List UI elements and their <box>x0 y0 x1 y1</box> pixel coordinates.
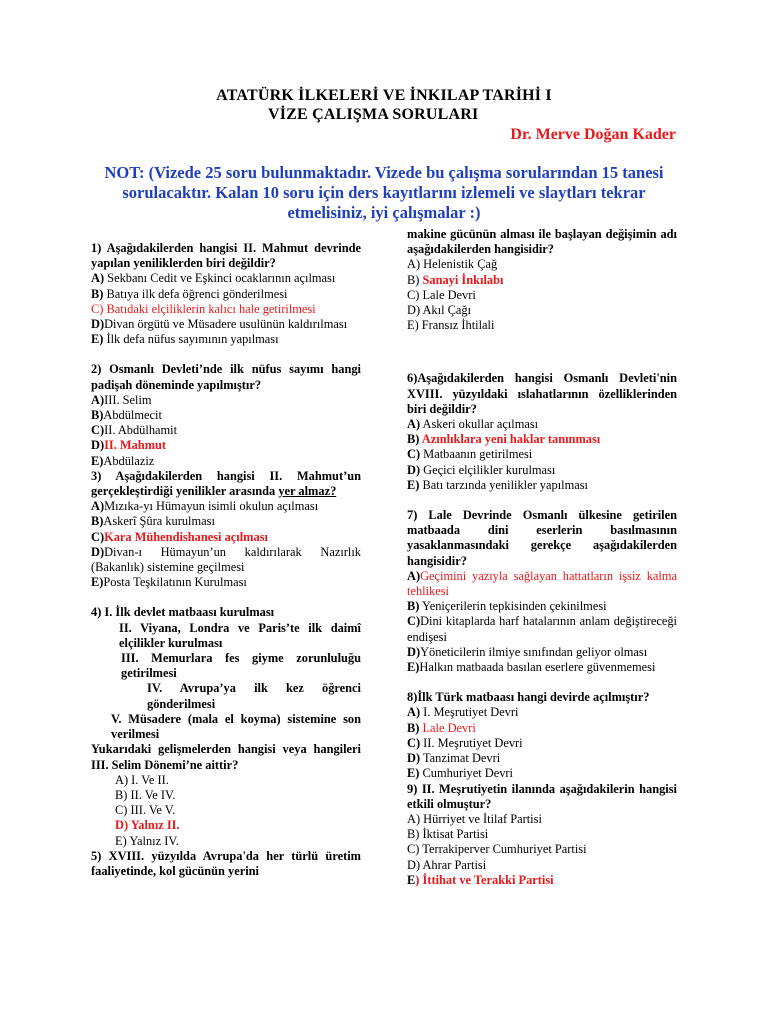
statement-2: II. Viyana, Londra ve Paris’te ilk daimî elçilikler kurulması <box>119 620 361 650</box>
spacer <box>407 333 677 371</box>
option-text: II. Mahmut <box>104 438 167 453</box>
option-letter: E) <box>91 332 104 347</box>
option-b <box>91 287 361 302</box>
option-letter: A) <box>91 271 105 286</box>
option-d <box>91 317 361 332</box>
doc-subtitle: VİZE ÇALIŞMA SORULARI <box>268 106 479 123</box>
option-text: Azınlıklara yeni haklar tanınması <box>419 432 601 447</box>
option-a <box>407 705 677 720</box>
statement-4: IV. Avrupa’ya ilk kez öğrenci gönderilmesi <box>147 681 361 711</box>
option-b <box>91 514 361 529</box>
question-stem: 9) II. Meşrutiyetin ilanında aşağıdakilerin hangisi etkili olmuştur? <box>407 781 677 811</box>
option-e-answer <box>407 873 677 888</box>
option-c <box>91 423 361 438</box>
option-text: Geçimini yazıyla sağlayan hattatların işsiz kalma tehlikesi <box>407 568 677 599</box>
option-letter: B) <box>407 599 420 614</box>
statement-5: V. Müsadere (mala el koyma) sistemine son verilmesi <box>111 711 361 742</box>
option-text: Cumhuriyet Devri <box>419 766 513 781</box>
option-a: A) I. Ve II. <box>115 772 169 787</box>
option-letter: A) <box>407 568 421 583</box>
option-text: Sekbanı Cedit ve Eşkinci ocaklarının açılması <box>104 271 336 286</box>
question-1 <box>91 241 361 347</box>
spacer <box>91 590 361 605</box>
option-d-answer: D) Yalnız II. <box>115 818 180 833</box>
option-letter: D) <box>407 751 421 766</box>
option-text: Posta Teşkilatının Kurulması <box>103 575 247 590</box>
option-text: Divan-ı Hümayun’un kaldırılarak Nazırlık (Bakanlık) sistemine geçilmesi <box>91 544 361 575</box>
option-text: Tanzimat Devri <box>420 751 501 766</box>
option-letter: D) <box>407 462 421 477</box>
option-e <box>407 660 677 675</box>
option-a <box>407 417 677 432</box>
option-b-answer <box>407 721 677 736</box>
option-b-answer <box>407 273 677 288</box>
option-b: B) İktisat Partisi <box>407 827 489 842</box>
option-letter: A) <box>91 392 105 407</box>
question-2 <box>91 362 361 468</box>
option-letter: D) <box>407 644 421 659</box>
left-column <box>91 241 361 879</box>
option-text: Askeri okullar açılması <box>420 417 539 432</box>
option-b-answer <box>407 432 677 447</box>
option-text: II. Meşrutiyet Devri <box>420 735 523 750</box>
option-letter: C) <box>407 614 421 629</box>
option-letter: A) <box>91 499 105 514</box>
option-letter: B) <box>407 432 420 447</box>
question-stem: 2) Osmanlı Devleti’nde ilk nüfus sayımı hangi padişah döneminde yapılmıştır? <box>91 362 361 392</box>
spacer <box>407 493 677 508</box>
option-d: D) Akıl Çağı <box>407 303 472 318</box>
option-text: Sanayi İnkılabı <box>422 272 504 287</box>
stem-text: 3) Aşağıdakilerden hangisi II. Mahmut’un gerçekleştirdiği yenilikler arasında <box>91 468 361 499</box>
option-letter: D) <box>91 317 105 332</box>
question-stem: 6)Aşağıdakilerden hangisi Osmanlı Devleti'nin XVIII. yüzyıldaki ıslahatlarının özelliklerinden biri değildir? <box>407 371 677 416</box>
statement-1: 4) I. İlk devlet matbaası kurulması <box>91 605 275 620</box>
option-text: Abdülaziz <box>103 453 155 468</box>
option-letter: E) <box>407 477 420 492</box>
question-5-start <box>91 849 361 879</box>
option-text: Mızıka-yı Hümayun isimli okulun açılması <box>104 499 319 514</box>
right-column <box>407 227 677 888</box>
stem-emphasis: yer almaz? <box>278 484 337 499</box>
option-letter: B) <box>91 286 104 301</box>
option-text: İlk defa nüfus sayımının yapılması <box>103 332 279 347</box>
option-letter: A) <box>407 417 421 432</box>
option-letter: B) <box>407 272 423 287</box>
doc-title: ATATÜRK İLKELERİ VE İNKILAP TARİHİ I <box>216 87 552 104</box>
option-text: Matbaanın getirilmesi <box>420 447 533 462</box>
question-8 <box>407 690 677 781</box>
option-text: Divan örgütü ve Müsadere usulünün kaldırılması <box>104 317 348 332</box>
question-stem: 8)İlk Türk matbaası hangi devirde açılmıştır? <box>407 690 650 705</box>
option-e <box>91 575 361 590</box>
option-letter: A) <box>407 705 421 720</box>
option-text: Dini kitaplarda harf hatalarının anlam değiştireceği endişesi <box>407 614 677 644</box>
option-c <box>407 447 677 462</box>
option-text: Lale Devri <box>419 720 476 735</box>
option-c-answer: C) Batıdaki elçiliklerin kalıcı hale getirilmesi <box>91 301 316 316</box>
option-d <box>407 463 677 478</box>
question-stem: makine gücünün alması ile başlayan değişimin adı aşağıdakilerden hangisidir? <box>407 227 677 257</box>
doc-author: Dr. Merve Doğan Kader <box>510 126 676 143</box>
option-letter: D) <box>91 438 105 453</box>
option-letter: B) <box>91 408 104 423</box>
option-d: D) Ahrar Partisi <box>407 857 487 872</box>
option-c <box>407 736 677 751</box>
option-text: Abdülmecit <box>103 408 162 423</box>
option-text: Yeniçerilerin tepkisinden çekinilmesi <box>419 599 607 614</box>
question-stem: 5) XVIII. yüzyılda Avrupa'da her türlü üretim faaliyetinde, kol gücünün yerini <box>91 848 361 878</box>
option-letter: E) <box>91 453 104 468</box>
question-stem <box>91 469 361 499</box>
option-letter: C) <box>407 735 421 750</box>
option-a-answer <box>407 569 677 599</box>
option-letter: B) <box>407 720 420 735</box>
option-a <box>91 499 361 514</box>
question-4 <box>91 605 361 848</box>
option-c: C) Terrakiperver Cumhuriyet Partisi <box>407 842 587 857</box>
question-3 <box>91 469 361 591</box>
option-a: A) Helenistik Çağ <box>407 257 498 272</box>
option-letter: D) <box>91 544 105 559</box>
option-e <box>91 332 361 347</box>
option-e <box>407 478 677 493</box>
option-text: Halkın matbaada basılan eserlere güvenmemesi <box>419 660 656 675</box>
question-5-continued <box>407 227 677 333</box>
option-text: I. Meşrutiyet Devri <box>420 705 519 720</box>
option-letter: E) <box>407 660 420 675</box>
option-text: II. Abdülhamit <box>104 423 178 438</box>
question-6 <box>407 371 677 493</box>
question-stem: Yukarıdaki gelişmelerden hangisi veya hangileri III. Selim Dönemi’ne aittir? <box>91 742 361 772</box>
option-text: III. Selim <box>104 392 152 407</box>
question-stem: 7) Lale Devrinde Osmanlı ülkesine getirilen matbaada dini eserlerin basılmasının yasaklanmasındaki gerekçe aşağıdakilerden hangisidir? <box>407 508 677 568</box>
option-c: C) Lale Devri <box>407 287 476 302</box>
option-a: A) Hürriyet ve İtilaf Partisi <box>407 811 542 826</box>
option-letter: E) <box>91 575 104 590</box>
option-c <box>407 614 677 644</box>
option-d <box>407 751 677 766</box>
option-letter: E <box>407 872 416 887</box>
option-c-answer <box>91 530 361 545</box>
question-7 <box>407 508 677 675</box>
option-b <box>91 408 361 423</box>
option-d-answer <box>91 438 361 453</box>
option-d <box>91 545 361 575</box>
option-e: E) Fransız İhtilali <box>407 318 495 333</box>
option-e <box>407 766 677 781</box>
option-letter: C) <box>407 447 421 462</box>
spacer <box>407 675 677 690</box>
option-text: Askerî Şûra kurulması <box>103 514 215 529</box>
option-letter: B) <box>91 514 104 529</box>
spacer <box>91 347 361 362</box>
question-stem: 1) Aşağıdakilerden hangisi II. Mahmut devrinde yapılan yeniliklerden biri değildir? <box>91 241 361 271</box>
option-b: B) II. Ve IV. <box>115 787 176 802</box>
option-text: Batıya ilk defa öğrenci gönderilmesi <box>103 286 288 301</box>
statement-3: III. Memurlara fes giyme zorunluluğu getirilmesi <box>121 651 361 681</box>
option-a <box>91 393 361 408</box>
option-text: Geçici elçilikler kurulması <box>420 462 556 477</box>
option-letter: C) <box>91 423 105 438</box>
option-e <box>91 454 361 469</box>
option-a <box>91 271 361 286</box>
option-b <box>407 599 677 614</box>
option-text: Batı tarzında yenilikler yapılması <box>419 477 588 492</box>
option-text: ) İttihat ve Terakki Partisi <box>415 872 554 887</box>
option-letter: C) <box>91 529 105 544</box>
option-e: E) Yalnız IV. <box>115 833 179 848</box>
option-c: C) III. Ve V. <box>115 803 176 818</box>
option-text: Kara Mühendishanesi açılması <box>104 529 268 544</box>
option-letter: E) <box>407 766 420 781</box>
question-9 <box>407 782 677 888</box>
doc-note: NOT: (Vizede 25 soru bulunmaktadır. Vizede bu çalışma sorularından 15 tanesi sorulacaktır. Kalan 10 soru için ders kayıtlarını izlemeli ve slaytları tekrar etmelisiniz, iyi çalışmalar :) <box>104 163 664 222</box>
option-text: Yöneticilerin ilmiye sınıfından geliyor olması <box>420 644 648 659</box>
option-d <box>407 645 677 660</box>
